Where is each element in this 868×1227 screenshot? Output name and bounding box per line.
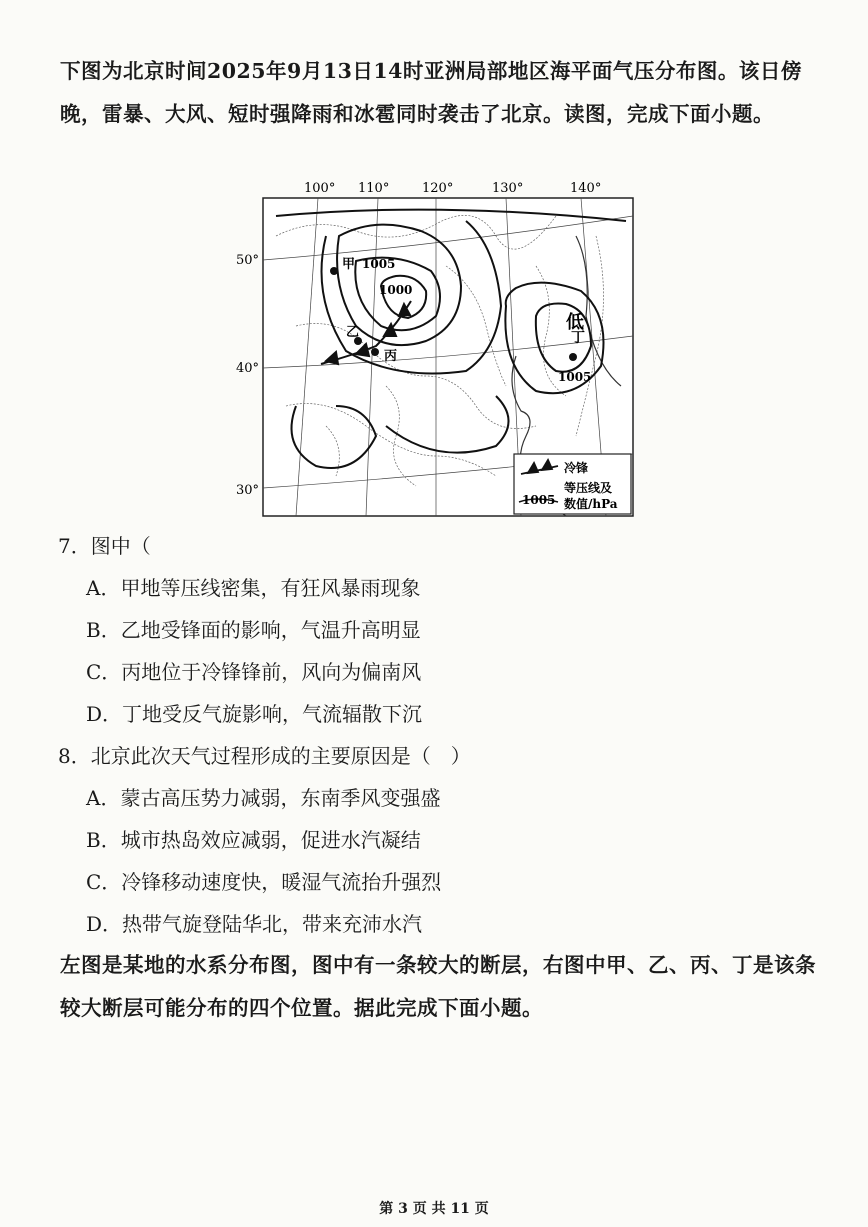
lat-label-50: 50° [236,253,260,268]
page-footer: 第 3 页 共 11 页 [379,1201,489,1217]
legend-isobar-label-2: 数值/hPa [564,497,618,511]
pressure-map [236,176,636,521]
isobar-label-1005-east: 1005 [558,370,592,384]
lon-label-120: 120° [422,181,454,196]
place-label-yi: 乙 [346,325,360,340]
question-8-option-c: C．冷锋移动速度快，暖湿气流抬升强烈 [86,870,442,894]
question-8-stem: 8．北京此次天气过程形成的主要原因是（ ） [58,744,471,768]
lat-label-30: 30° [236,483,260,498]
intro-paragraph-2: 左图是某地的水系分布图，图中有一条较大的断层，右图中甲、乙、丙、丁是该条较大断层可能分布的四个位置。据此完成下面小题。 [60,953,816,1020]
legend-isobar-label-1: 等压线及 [564,481,613,495]
legend-isobar-value: 1005 [522,493,556,507]
question-7-option-a: A．甲地等压线密集，有狂风暴雨现象 [86,576,421,600]
lat-label-40: 40° [236,361,260,376]
place-label-jia: 甲 [342,257,356,272]
question-8-option-d: D．热带气旋登陆华北，带来充沛水汽 [86,912,423,936]
question-8-option-a: A．蒙古高压势力减弱，东南季风变强盛 [86,786,441,810]
question-7-option-c: C．丙地位于冷锋锋前，风向为偏南风 [86,660,422,684]
lon-label-100: 100° [304,181,336,196]
isobar-label-1005-west: 1005 [362,257,396,271]
lon-label-110: 110° [358,181,390,196]
place-label-bing: 丙 [384,349,398,364]
question-7-option-d: D．丁地受反气旋影响，气流辐散下沉 [86,702,423,726]
lon-label-130: 130° [492,181,524,196]
low-pressure-label: 低 [566,312,584,333]
intro-paragraph-1: 下图为北京时间2025年9月13日14时亚洲局部地区海平面气压分布图。该日傍晚，雷暴、大风、短时强降雨和冰雹同时袭击了北京。读图，完成下面小题。 [60,59,802,126]
legend-front-label: 冷锋 [564,461,589,475]
question-8-option-b: B．城市热岛效应减弱，促进水汽凝结 [86,828,421,852]
question-7-stem: 7．图中（ [58,534,151,558]
place-label-ding: 丁 [571,330,585,346]
pressure-map-svg [236,176,636,521]
isobar-label-1000: 1000 [379,283,413,297]
question-7-option-b: B．乙地受锋面的影响，气温升高明显 [86,618,421,642]
map-legend [514,454,631,514]
lon-label-140: 140° [570,181,602,196]
